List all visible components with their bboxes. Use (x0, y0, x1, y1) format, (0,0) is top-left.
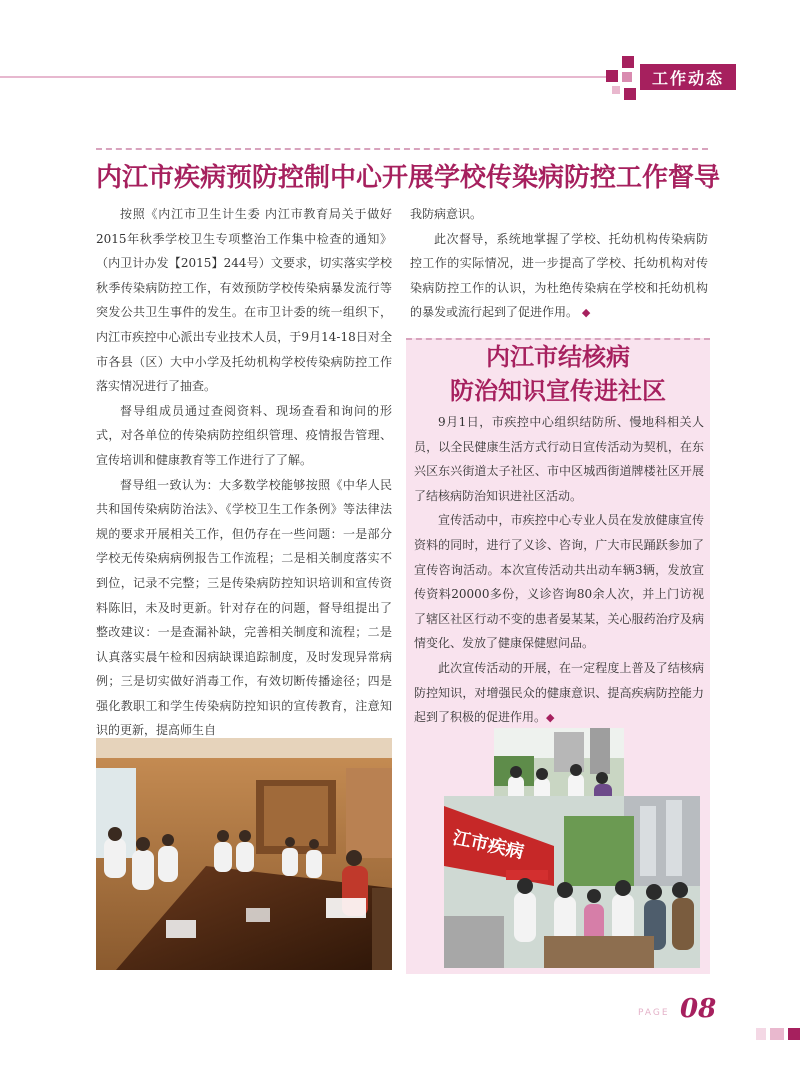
sidebar-title-line-1: 内江市结核病 (486, 343, 630, 371)
title-dashed-rule (96, 148, 708, 150)
sidebar-paragraph-2: 宣传活动中，市疾控中心专业人员在发放健康宣传资料的同时，进行了义诊、咨询，广大市民踊跃参加了宣传咨询活动。本次宣传活动共出动车辆3辆，发放宣传资料20000多份，义诊咨询80余人次，并上门访视了辖区社区行动不变的患者晏某某，关心服药治疗及病情变化、发放了健康保健慰问品。 (414, 513, 704, 651)
sidebar-end-diamond-icon: ◆ (546, 711, 555, 725)
sidebar-paragraph-3 (414, 656, 704, 731)
banner-text: 江市疾病 (450, 827, 526, 864)
article-left-column (96, 202, 392, 743)
article-paragraph-3: 督导组一致认为：大多数学校能够按照《中华人民共和国传染病防治法》、《学校卫生工作条例》等法律法规的要求开展相关工作，但仍存在一些问题：一是部分学校无传染病病例报告工作流程；二是相关制度落实不到位，记录不完整；三是传染病防控知识培训和宣传资料陈旧，未及时更新。针对存在的问题，督导组提出了整改建议：一是查漏补缺，完善相关制度和流程；二是认真落实晨午检和因病缺课追踪制度，及时发现异常病例；三是切实做好消毒工作，有效切断传播途径；四是强化教职工和学生传染病防控知识的宣传教育，注意知识的更新，提高师生自 (96, 477, 392, 738)
article-paragraph-4 (410, 227, 708, 326)
article-title: 内江市疾病预防控制中心开展学校传染病防控工作督导 (96, 163, 721, 193)
article-paragraph-2: 督导组成员通过查阅资料、现场查看和询问的形式，对各单位的传染病防控组织管理、疫情报告管理、宣传培训和健康教育等工作进行了了解。 (96, 403, 392, 467)
end-diamond-icon: ◆ (581, 306, 591, 320)
sidebar-title (406, 340, 710, 408)
sidebar-body (414, 410, 704, 731)
page-label: PAGE (638, 1008, 670, 1018)
sidebar-paragraph-1: 9月1日，市疾控中心组织结防所、慢地科相关人员，以全民健康生活方式行动日宣传活动为契机，在东兴区东兴街道太子社区、市中区城西街道牌楼社区开展了结核病防治知识进社区活动。 (414, 415, 704, 503)
page-number: 08 (680, 994, 717, 1024)
article-right-column (410, 202, 708, 326)
article-paragraph-1: 按照《内江市卫生计生委 内江市教育局关于做好2015年秋季学校卫生专项整治工作集中检查的通知》（内卫计办发【2015】244号）文要求，切实落实学校秋季传染病防控工作，有效预防学校传染病暴发流行等突发公共卫生事件的发生。在市卫计委的统一组织下，内江市疾控中心派出专业技术人员，于9月14-18日对全市各县（区）大中小学及托幼机构学校传染病防控工作落实情况进行了抽查。 (96, 207, 392, 394)
sidebar-title-line-2: 防治知识宣传进社区 (450, 377, 666, 405)
sidebar-paragraph-3-text: 此次宣传活动的开展，在一定程度上普及了结核病防控知识，对增强民众的健康意识、提高疾病防控能力起到了积极的促进作用。 (414, 660, 704, 725)
header-rule (0, 76, 610, 78)
article-paragraph-4-text: 此次督导，系统地掌握了学校、托幼机构传染病防控工作的实际情况，进一步提高了学校、托幼机构对传染病防控工作的认识，为杜绝传染病在学校和托幼机构的暴发或流行起到了促进作用。 (410, 231, 708, 320)
footer-square-mid (770, 1028, 784, 1040)
community-photo-large (444, 796, 700, 968)
footer-square-dark (788, 1028, 800, 1040)
meeting-photo (96, 738, 392, 970)
article-continuation: 我防病意识。 (410, 207, 483, 221)
footer-square-light (756, 1028, 766, 1040)
section-tag: 工作动态 (640, 64, 736, 90)
